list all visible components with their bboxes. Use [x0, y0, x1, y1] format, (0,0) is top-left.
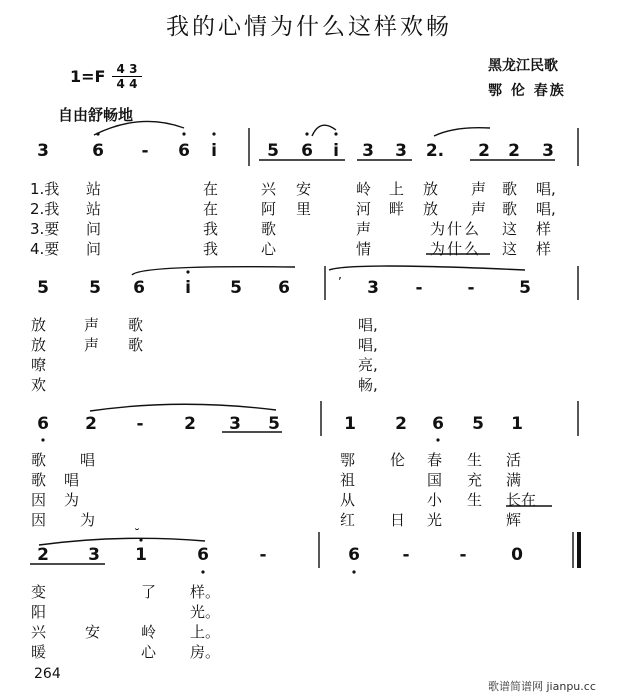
breath-mark: ’ — [338, 275, 342, 289]
note: 0 — [511, 545, 523, 565]
octave-dot — [96, 132, 99, 135]
arranger: 鄂 伦 春族 — [488, 83, 566, 99]
lyric: 心 — [141, 643, 157, 661]
lyric: 唱 — [80, 451, 96, 469]
lyric: 这 — [502, 240, 518, 258]
note: 2 — [184, 414, 196, 434]
note: 6 — [197, 545, 209, 565]
lyric: 畅, — [358, 376, 378, 394]
lyric: 问 — [86, 220, 102, 238]
lyric: 为什么 — [430, 240, 482, 258]
note: 3 — [367, 278, 379, 298]
note: 6 — [278, 278, 290, 298]
meter-top: 4 3 — [116, 62, 138, 76]
lyric: 唱, — [358, 316, 378, 334]
lyric: 兴 — [261, 180, 277, 198]
lyric: 岭 — [141, 623, 157, 641]
meter-bottom: 4 4 — [116, 77, 138, 91]
note: 6 — [133, 278, 145, 298]
octave-dot — [182, 132, 185, 135]
note: 1 — [511, 414, 523, 434]
lyric: 样。 — [190, 583, 221, 601]
lyric: 放 — [31, 316, 47, 334]
lyric: 欢 — [31, 376, 47, 394]
slur — [94, 121, 184, 135]
lyric: 暖 — [31, 643, 47, 661]
octave-dot — [352, 570, 355, 573]
slur — [90, 404, 276, 411]
note: - — [415, 278, 423, 298]
lyric: 岭 — [356, 180, 372, 198]
lyric: 安 — [85, 623, 101, 641]
breath-mark: ˘ — [134, 527, 140, 541]
tempo-marking: 自由舒畅地 — [58, 106, 134, 124]
lyric: 活 — [506, 451, 522, 469]
lyric: 歌 — [31, 451, 47, 469]
lyric: 我 — [203, 240, 219, 258]
lyric: 问 — [86, 240, 102, 258]
slur — [39, 538, 205, 545]
lyric: 放 — [423, 200, 439, 218]
octave-dot — [212, 132, 215, 135]
lyric: 因 — [31, 511, 47, 529]
note: 2 — [85, 414, 97, 434]
note: 1 — [344, 414, 356, 434]
lyric: 满 — [506, 471, 522, 489]
octave-dot — [334, 132, 337, 135]
lyric: 唱, — [536, 200, 556, 218]
lyric: 样 — [536, 240, 552, 258]
note: - — [136, 414, 144, 434]
lyric: 4.要 — [30, 240, 60, 258]
lyric: 在 — [203, 180, 219, 198]
note: 6 — [37, 414, 49, 434]
note: 3 — [395, 141, 407, 161]
note: 5 — [519, 278, 531, 298]
lyric: 长在 — [506, 491, 537, 509]
note: 5 — [472, 414, 484, 434]
lyric: 畔 — [389, 200, 405, 218]
note: 6 — [178, 141, 190, 161]
lyric: 在 — [203, 200, 219, 218]
note: 2 — [478, 141, 490, 161]
note: 6 — [92, 141, 104, 161]
lyric: 2.我 — [30, 200, 60, 218]
lyric: 红 — [340, 511, 356, 529]
note: 2 — [395, 414, 407, 434]
watermark: 歌谱简谱网 jianpu.cc — [488, 680, 596, 693]
lyric: 3.要 — [30, 220, 60, 238]
note: 3 — [362, 141, 374, 161]
note: 3 — [542, 141, 554, 161]
lyric: 声 — [471, 180, 487, 198]
lyric: 春 — [427, 451, 443, 469]
note: 3 — [37, 141, 49, 161]
note: 6 — [348, 545, 360, 565]
lyric: 这 — [502, 220, 518, 238]
lyric: 站 — [86, 200, 102, 218]
lyric: 放 — [31, 336, 47, 354]
lyric: 歌 — [502, 180, 518, 198]
lyric: 里 — [296, 200, 312, 218]
lyric: 变 — [31, 583, 47, 601]
lyric: 生 — [467, 491, 483, 509]
note: 1 — [135, 545, 147, 565]
lyric: 歌唱 — [31, 471, 98, 489]
lyric: 阿 — [261, 200, 277, 218]
lyric: 声 — [356, 220, 372, 238]
lyric: 歌 — [502, 200, 518, 218]
key-signature: 1=F — [70, 67, 106, 86]
lyric: 为什么 — [430, 220, 482, 238]
octave-dot — [41, 438, 44, 441]
lyric: 情 — [356, 240, 372, 258]
lyric: 嘹 — [31, 356, 47, 374]
lyric: 了 — [141, 583, 157, 601]
lyric: 唱, — [536, 180, 556, 198]
lyric: 伦 — [390, 451, 406, 469]
lyric: 放 — [423, 180, 439, 198]
song-title: 我的心情为什么这样欢畅 — [166, 14, 452, 40]
note: 5 — [268, 414, 280, 434]
note: - — [259, 545, 267, 565]
lyric: 日 — [390, 511, 406, 529]
lyric: 歌 — [128, 336, 144, 354]
lyric: 歌 — [261, 220, 277, 238]
lyric: 鄂 — [340, 451, 356, 469]
slur — [329, 266, 525, 270]
octave-dot — [201, 570, 204, 573]
note: 2 — [37, 545, 49, 565]
note: 2. — [425, 141, 445, 161]
note: - — [467, 278, 475, 298]
octave-dot — [436, 438, 439, 441]
lyric: 生 — [467, 451, 483, 469]
lyric: 1.我 — [30, 180, 60, 198]
note: 5 — [37, 278, 49, 298]
lyric: 声 — [84, 316, 100, 334]
lyric: 光。 — [190, 603, 221, 621]
lyric: 房。 — [190, 643, 221, 661]
note: i — [185, 278, 191, 298]
lyric: 站 — [86, 180, 102, 198]
note: 5 — [230, 278, 242, 298]
note: 6 — [301, 141, 313, 161]
lyric: 阳 — [31, 603, 47, 621]
note: - — [141, 141, 149, 161]
note: 3 — [88, 545, 100, 565]
slur — [434, 128, 490, 136]
octave-dot — [186, 270, 189, 273]
note: - — [402, 545, 410, 565]
lyric: 河 — [356, 200, 372, 218]
lyric: 声 — [84, 336, 100, 354]
lyric: 祖 — [340, 471, 356, 489]
lyric: 从 — [340, 491, 356, 509]
note: 2 — [508, 141, 520, 161]
note: - — [459, 545, 467, 565]
lyric: 样 — [536, 220, 552, 238]
lyric: 亮, — [358, 356, 378, 374]
note: 5 — [267, 141, 279, 161]
lyric: 上。 — [190, 623, 221, 641]
lyric: 光 — [427, 511, 443, 529]
lyric: 国 — [427, 471, 443, 489]
slur — [132, 267, 295, 275]
note: i — [211, 141, 217, 161]
lyric: 声 — [471, 200, 487, 218]
lyric: 上 — [389, 180, 405, 198]
octave-dot — [305, 132, 308, 135]
lyric: 辉 — [506, 511, 522, 529]
note: 5 — [89, 278, 101, 298]
song-source: 黑龙江民歌 — [488, 58, 558, 74]
lyric: 安 — [296, 180, 312, 198]
note: i — [333, 141, 339, 161]
lyric: 充 — [467, 471, 483, 489]
note: 6 — [432, 414, 444, 434]
slur — [312, 125, 336, 136]
lyric: 我 — [203, 220, 219, 238]
page-number: 264 — [34, 666, 61, 682]
lyric: 心 — [261, 240, 277, 258]
lyric: 为 — [80, 511, 96, 529]
lyric: 小 — [427, 491, 443, 509]
lyric: 因为 — [31, 491, 98, 509]
lyric: 唱, — [358, 336, 378, 354]
lyric: 兴 — [31, 623, 47, 641]
lyric: 歌 — [128, 316, 144, 334]
note: 3 — [229, 414, 241, 434]
